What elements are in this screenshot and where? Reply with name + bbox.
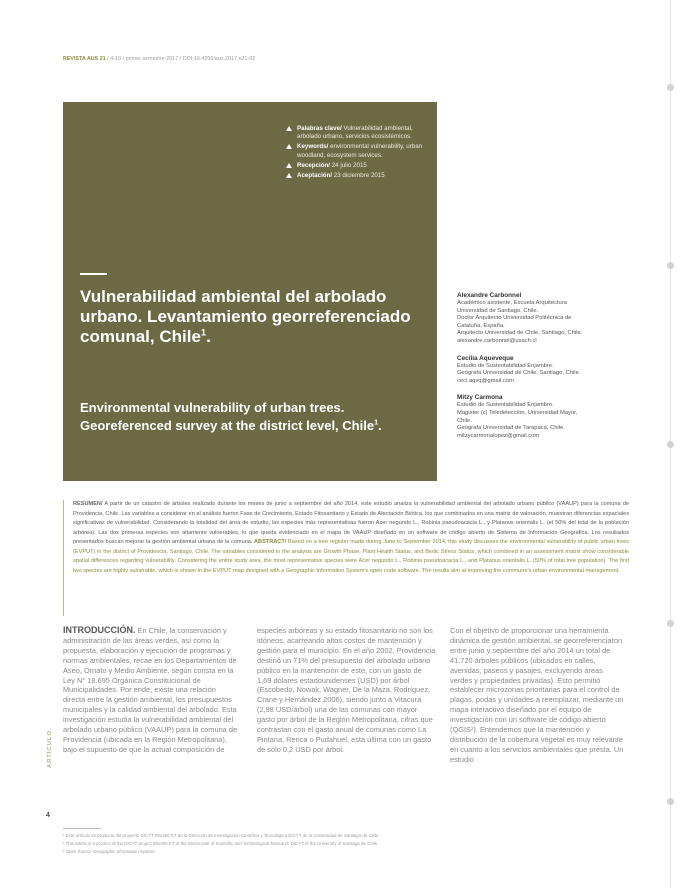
triangle-icon: [286, 144, 292, 149]
article-title-english: Environmental vulnerability of urban trees. Georeferenced survey at the district level, Chile$^1$.: [80, 400, 382, 433]
journal-name: REVISTA AUS 21: [63, 56, 106, 62]
running-header: [63, 56, 255, 62]
author-list: [457, 292, 657, 449]
author-email: ceci.aqvq@gmail.com: [457, 377, 514, 384]
author-entry: Alexandre Carbonnel Académico asistente, Escuela Arquitectura Universidad de Santiago, Chile. Doctor Arquitecto Universidad Politécnica de Cataluña, España. Arquitecto Universidad de Chile, Santiago, Chile. alexandre.carbonnel@usach.cl: [457, 292, 657, 346]
scroll-marker-dot: [667, 441, 674, 448]
section-heading: INTRODUCCIÓN.: [63, 625, 136, 635]
title-divider: [80, 273, 107, 275]
triangle-icon: [286, 163, 292, 168]
body-column-2: especies arbóreas y su estado fitosanitario no son los idóneos, acarreando altos costos de mantención y gestión para el municipio. En el año 2002, Providencia destinó un 71% del presupuesto del arbolado urbano público en la mantención de este, con un gasto de 1,69 dólares estadounidenses (USD) por árbol (Escobedo, Nowak, Wagner, De la Maza, Rodríguez, Crane y Hernández 2006), siendo junto a Vitacura (2,98 USD/árbol) una de las comunas con mayor gasto por árbol de la Región Metropolitana, cifras que contrastan con el gasto anual de comunas como La Pintana, Renca o Pudahuel, esta última con un gasto de sólo 0,2 USD por árbol.: [257, 626, 436, 754]
body-column-3: Con el objetivo de proporcionar una herramienta dinámica de gestión ambiental, se georreferenciaron entre junio y septiembre del año 2014 un total de 41.720 árboles públicos (ubicados en calles, avenidas, paseos y pasajes, excluyendo áreas verdes y propiedades privadas). Esto permitió establecer microzonas prioritarias para el control de plagas, podas y unidades a reemplazar, mediante un mapa interactivo diseñado por el equipo de investigación con un software de código abierto (QGIS²). Entendemos que la mantención y distribución de la cobertura vegetal es muy relevante en cuanto a los servicios ambientales que presta. Un estudio: [450, 626, 624, 764]
body-text: En Chile, la conservación y administración de las áreas verdes, así como la propuesta, elaboración y ejecución de programas y normas ambientales, recae en los Departamentos de Aseo, Ornato y Medio Ambiente, según consta en la Ley N° 18.695 Orgánica Constitucional de Municipalidades. Por ende, existe una relación directa entre la gestión ambiental, los presupuestos municipales y la calidad ambiental del arbolado. Esta investigación estudia la vulnerabilidad ambiental del arbolado urbano público (VAAUP) para la comuna de Providencia (ubicada en la Región Metropolitana), bajo el supuesto de que la actual composición de: [63, 626, 238, 754]
body-column-1: [63, 626, 239, 755]
issue-info: / 4-10 / primer semestre 2017 / DOI:10.4206/aus.2017.n21-02: [105, 56, 256, 62]
keywords-item: Palabras clave/ Vulnerabilidad ambiental, arbolado urbano, servicios ecosistémicos.: [286, 125, 428, 141]
footnote: ² Open Source Geographic Information System.: [63, 849, 156, 855]
author-entry: Mitzy Carmona Estudio de Sustentabilidad Enjambre. Magister (c) Teledetección, Universidad Mayor, Chile. Geógrafa Universidad de Tarapacá, Chile. mitzycarmonalopez@gmail.com: [457, 394, 657, 440]
abstract-label: ABSTRACT/: [252, 539, 287, 545]
abstract-text: Based on a tree register made during June to September 2014, this study discusses the environmental vulnerability of public urban trees (EVPUT) in the district of Providencia, Santiago, Chile. The variables considered in the analysis are Growth Phase, Plant Health Status, and Biotic Stress Status, which combined in an assessment matrix show considerable spatial differences regarding vulnerability. Considering the entire study area, the most representative species were Acer negundo L., Robinia pseudoacacia L., and Platanus orientalis L. (50% of total tree population). The first two species are highly vulnerable, which is shown in the EVPUT map designed with a Geographic Information System's open code software. The results aim at improving the commune's urban environmental management.: [73, 539, 629, 574]
footnote: ¹ Este artículo es producto del proyecto DICYT 091490 CT de la Dirección de Investigación Científica y Tecnológica DICYT de la Universidad de Santiago de Chile.: [63, 833, 380, 838]
author-name: Alexandre Carbonnel: [457, 292, 522, 299]
triangle-icon: [286, 126, 292, 131]
abstract-block: [63, 500, 629, 616]
footnote: ¹ This article is a product of the DICYT project 091490 CT of the Directorate of Scientific and Technological Research DICYT of the University of Santiago de Chile.: [63, 841, 379, 847]
keywords-item: Keywords/ environmental vulnerability, urban woodland, ecosystem services.: [286, 143, 428, 159]
title-panel: [63, 102, 437, 481]
scroll-marker-dot: [667, 262, 674, 269]
resumen-text: A partir de un catastro de árboles realizado durante los meses de junio a septiembre del año 2014, este estudio analiza la vulnerabilidad ambiental del arbolado urbano público (VAAUP) para la comuna de Providencia, Chile. Las variables a considerar en el análisis fueron Fase de Crecimiento, Estado Fitosanitario y Estado de Afectación Biótica, los que combinados en una matriz de valoración, muestran diferencias espaciales significativas de vulnerabilidad. Considerando la totalidad del área de estudio, las especies más representativas fueron Acer negundo L., Robinia pseudoacacia L., y Platanus orientalis L. (el 50% del total de la población arbórea). Las dos primeras especies son altamente vulnerables, lo que queda evidenciado en el mapa de VAAUP diseñado en un software de código abierto de Sistema de Información Geográfica. Los resultados presentados buscan mejorar la gestión ambiental urbana de la comuna.: [73, 501, 629, 545]
triangle-icon: [286, 173, 292, 178]
page-number: 4: [46, 812, 50, 819]
author-name: Cecilia Aqueveque: [457, 354, 514, 362]
author-email: mitzycarmonalopez@gmail.com: [457, 432, 540, 439]
footnote-divider: [63, 828, 101, 829]
scroll-marker-dot: [667, 84, 674, 91]
author-email: alexandre.carbonnel@usach.cl: [457, 337, 537, 344]
keywords-item: Recepción/ 24 julio 2015: [286, 162, 428, 170]
author-name: Mitzy Carmona: [457, 394, 503, 402]
article-title-spanish: Vulnerabilidad ambiental del arbolado urbano. Levantamiento georreferenciado comunal, Chile$^1$.: [80, 287, 411, 346]
author-entry: Cecilia Aqueveque Estudio de Sustentabilidad Enjambre. Geógrafa Universidad de Chile, Santiago, Chile. ceci.aqvq@gmail.com: [457, 355, 657, 386]
scroll-marker-dot: [667, 798, 674, 805]
keywords-item: Aceptación/ 23 diciembre 2015: [286, 172, 428, 180]
scroll-marker-dot: [667, 620, 674, 627]
resumen-label: RESUMEN/: [73, 501, 103, 507]
section-side-label: ARTÍCULO: [47, 730, 53, 768]
keywords-block: [286, 125, 428, 182]
footnotes: [63, 832, 623, 857]
